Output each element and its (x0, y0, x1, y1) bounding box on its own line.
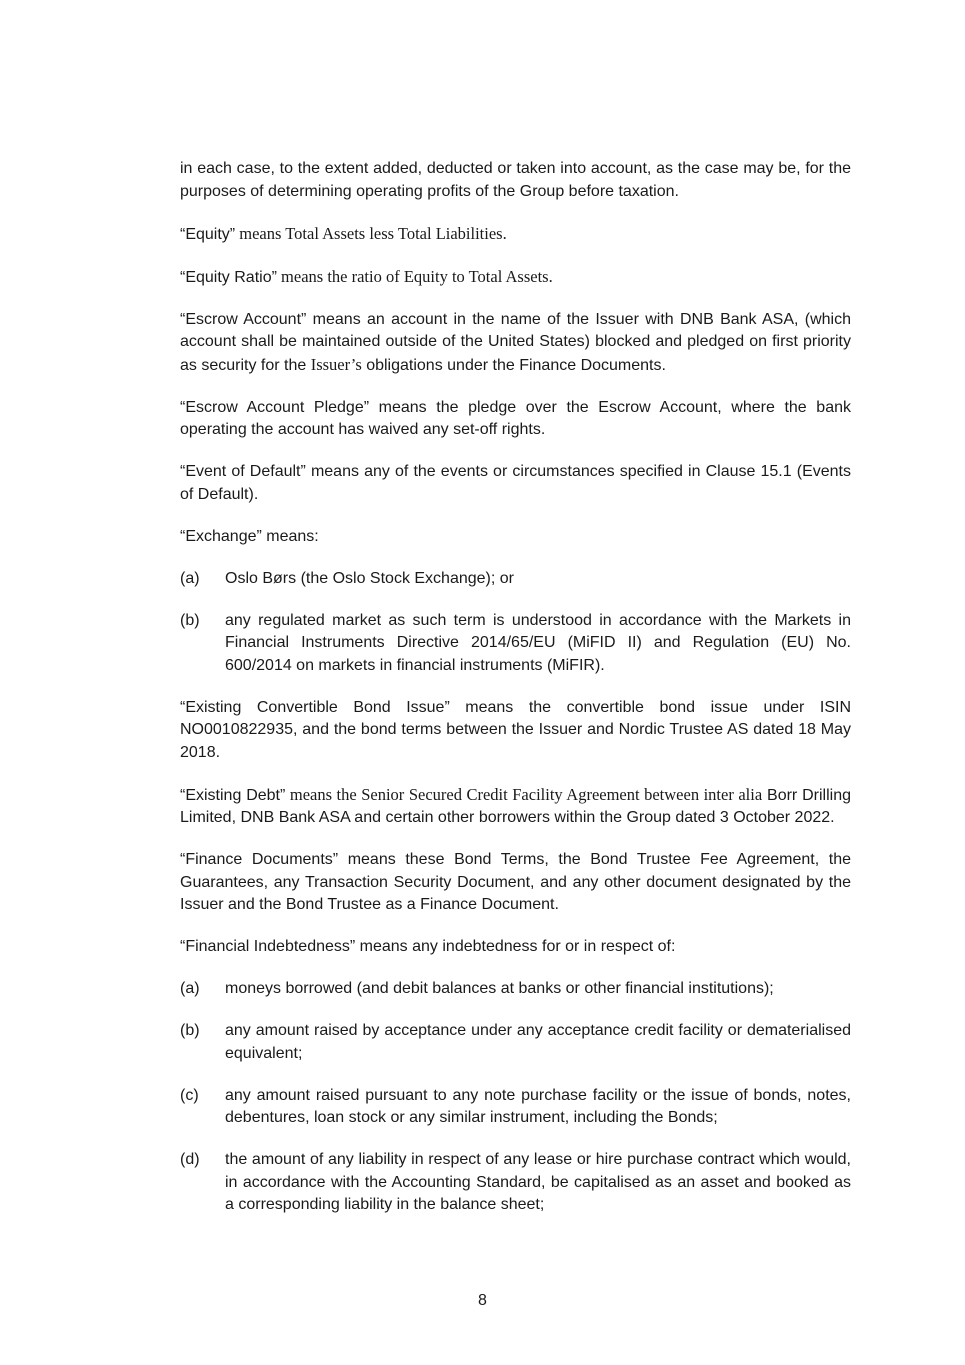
list-item (180, 1149, 851, 1217)
list-item (180, 978, 851, 1001)
term-existing-debt: “Existing Debt” (180, 786, 286, 804)
definition-exchange: “Exchange” means: (180, 527, 319, 545)
document-body (180, 158, 851, 1236)
definition-finance-documents: “Finance Documents” means these Bond Terms, the Bond Trustee Fee Agreement, the Guarantees, any Transaction Security Document, and any other document designated by the Issuer and the Bond Trustee as a Finance Document. (180, 851, 851, 913)
definition-financial-indebtedness: “Financial Indebtedness” means any indebtedness for or in respect of: (180, 938, 676, 955)
list-marker: (a) (180, 980, 200, 997)
term-equity: “Equity” (180, 225, 236, 243)
list-marker: (b) (180, 611, 200, 629)
list-marker: (c) (180, 1086, 199, 1104)
definition-equity (180, 223, 851, 247)
escrow-account-issuer: Issuer’s (310, 354, 362, 374)
list-item-text: any amount raised pursuant to any note purchase facility or the issue of bonds, notes, debentures, loan stock or any similar instrument, including the Bonds; (225, 1086, 851, 1126)
list-marker: (d) (180, 1151, 200, 1168)
list-item (180, 1020, 851, 1065)
list-item-text: any regulated market as such term is understood in accordance with the Markets in Financial Instruments Directive 2014/65/EU (MiFID II) and Regulation (EU) No. 600/2014 on markets in financial instruments (MiFIR). (225, 611, 851, 674)
definition-existing-convertible-bond-issue: “Existing Convertible Bond Issue” means the convertible bond issue under ISIN NO0010822935, and the bond terms between the Issuer and Nordic Trustee AS dated 18 May 2018. (180, 698, 851, 761)
definition-existing-debt (180, 784, 851, 830)
definition-event-of-default: “Event of Default” means any of the events or circumstances specified in Clause 15.1 (Events of Default). (180, 463, 851, 503)
list-item-text: any amount raised by acceptance under any acceptance credit facility or dematerialised equivalent; (225, 1022, 851, 1062)
list-item (180, 568, 851, 591)
list-item (180, 1085, 851, 1130)
list-marker: (a) (180, 569, 200, 587)
definition-equity-ratio (180, 266, 851, 290)
definition-equity-ratio-text: means the ratio of Equity to Total Assets. (276, 266, 553, 286)
definition-equity-text: means Total Assets less Total Liabilities. (235, 223, 507, 243)
list-marker: (b) (180, 1022, 200, 1039)
definition-escrow-account (180, 309, 851, 378)
list-item (180, 610, 851, 678)
list-item-text: Oslo Børs (the Oslo Stock Exchange); or (225, 569, 514, 587)
term-equity-ratio: “Equity Ratio” (180, 268, 277, 286)
existing-debt-serif-text: means the Senior Secured Credit Facility Agreement between inter alia (285, 784, 763, 804)
list-item-text: moneys borrowed (and debit balances at banks or other financial institutions); (225, 980, 774, 997)
escrow-account-text-a: “Escrow Account” means an account in the name of the Issuer with DNB Bank ASA, (which account shall be maintained outside of the United States) blocked and pledged on first priority as security for the (180, 310, 851, 374)
list-item-text: the amount of any liability in respect of any lease or hire purchase contract which would, in accordance with the Accounting Standard, be capitalised as an asset and booked as a corresponding liability in the balance sheet; (225, 1151, 851, 1213)
existing-debt-text: Borr Drilling Limited, DNB Bank ASA and certain other borrowers within the Group dated 3 October 2022. (180, 786, 852, 826)
definition-escrow-account-pledge: “Escrow Account Pledge” means the pledge over the Escrow Account, where the bank operating the account has waived any set-off rights. (180, 398, 851, 438)
page-number: 8 (478, 1292, 487, 1309)
continuation-paragraph: in each case, to the extent added, deducted or taken into account, as the case may be, for the purposes of determining operating profits of the Group before taxation. (180, 160, 851, 200)
escrow-account-text-b: obligations under the Finance Documents. (361, 356, 666, 374)
